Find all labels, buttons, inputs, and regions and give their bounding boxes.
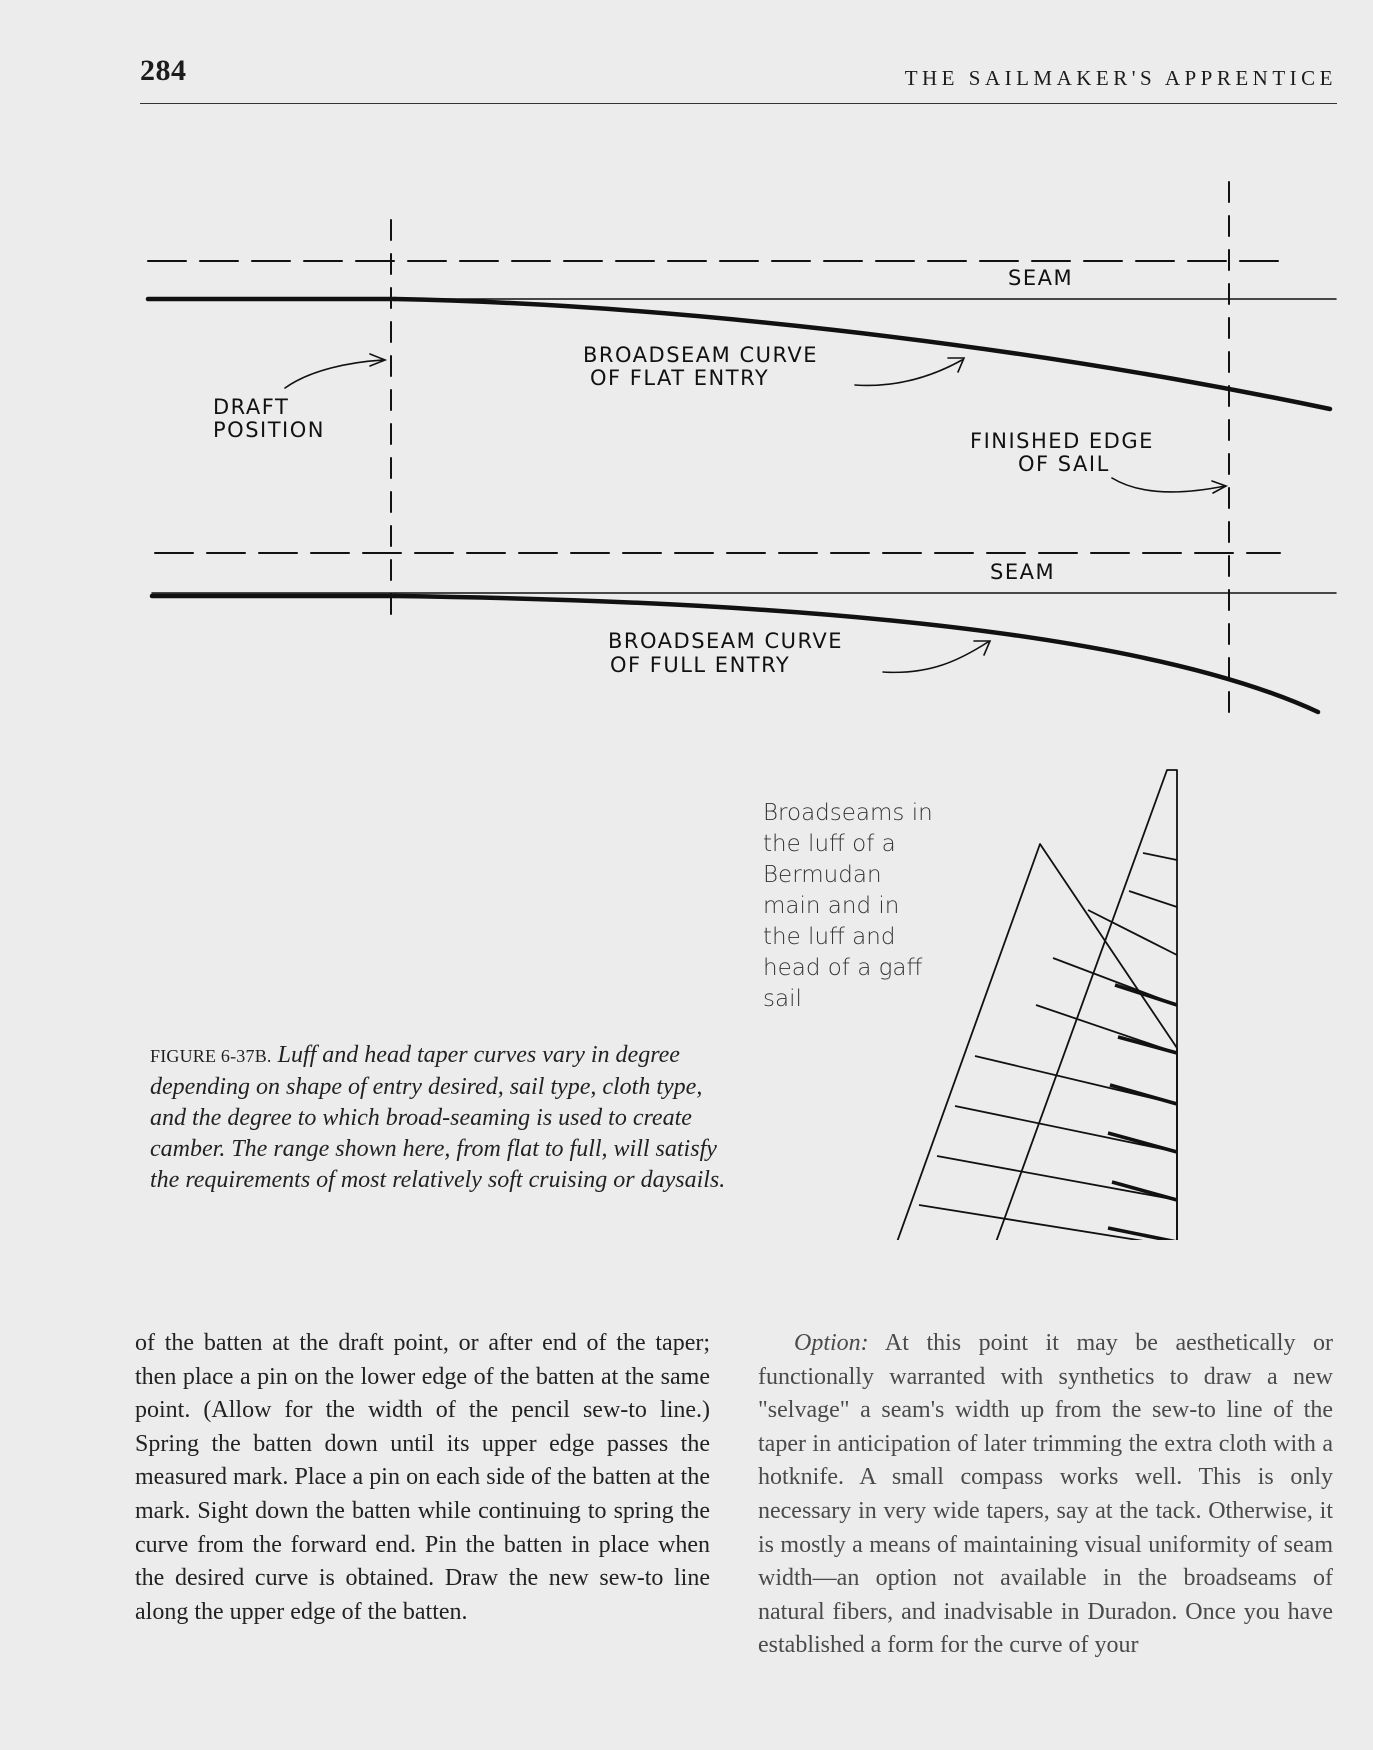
- gaff-sail-outline: [996, 770, 1177, 1240]
- label-seam-top: SEAM: [1008, 266, 1074, 290]
- label-draft-2: POSITION: [213, 418, 325, 442]
- label-edge-1: FINISHED EDGE: [970, 429, 1154, 453]
- option-lead: Option:: [794, 1330, 869, 1356]
- cloth-panel-seams: [919, 853, 1177, 1240]
- draft-position-arrow: [285, 360, 383, 388]
- flat-entry-arrow: [855, 360, 962, 385]
- header-rule: [140, 103, 1337, 104]
- body-text-left-column: of the batten at the draft point, or after end of the taper; then place a pin on the lower edge of the batten at the same point. (Allow for the width of the pencil sew-to line.) Spring the batten down until its upper edge passes the measured mark. Place a pin on each side of the batten at the mark. Sight down the batten while continuing to spring the curve from the forward end. Pin the batten in place when the desired curve is obtained. Draw the new sew-to line along the upper edge of the batten.: [135, 1330, 710, 1625]
- figure-caption-id: FIGURE 6-37B.: [150, 1046, 272, 1066]
- figure-side-note: Broadseams in the luff of a Bermudan main and in the luff and head of a gaff sail: [763, 800, 933, 1012]
- label-full-entry-2: OF FULL ENTRY: [610, 653, 791, 677]
- label-seam-bottom: SEAM: [990, 560, 1056, 584]
- broadseam-marks: [1108, 985, 1177, 1240]
- label-flat-entry-1: BROADSEAM CURVE: [583, 343, 819, 367]
- broadseam-curve-flat-entry: [395, 299, 1330, 409]
- finished-edge-arrow: [1112, 478, 1225, 492]
- broadseam-curve-full-entry: [395, 596, 1318, 712]
- body-text-right-column: [758, 1327, 1333, 1663]
- sail-diagram: [890, 760, 1190, 1240]
- option-paragraph: At this point it may be aesthetically or functionally warranted with synthetics to draw a new "selvage" a seam's width up from the sew-to line of the taper in anticipation of later trimming the extra cloth with a hotknife. A small compass works well. This is only necessary in very wide tapers, say at the tack. Otherwise, it is mostly a means of maintaining visual uniformity of seam width—an option not available in the broadseams of natural fibers, and inadvisable in Duradon. Once you have established a form for the curve of your: [758, 1330, 1333, 1659]
- running-head: THE SAILMAKER'S APPRENTICE: [904, 66, 1337, 90]
- label-edge-2: OF SAIL: [1018, 452, 1110, 476]
- figure-caption: [150, 1040, 730, 1196]
- label-draft-1: DRAFT: [213, 395, 290, 419]
- label-full-entry-1: BROADSEAM CURVE: [608, 629, 844, 653]
- page-number: 284: [140, 54, 187, 87]
- full-entry-arrow: [883, 642, 988, 672]
- figure-caption-text: Luff and head taper curves vary in degree depending on shape of entry desired, sail type, cloth type, and the degree to which broad-seaming is used to create camber. The range shown here, from flat to full, will satisfy the requirements of most relatively soft cruising or daysails.: [150, 1042, 726, 1193]
- label-flat-entry-2: OF FLAT ENTRY: [590, 366, 770, 390]
